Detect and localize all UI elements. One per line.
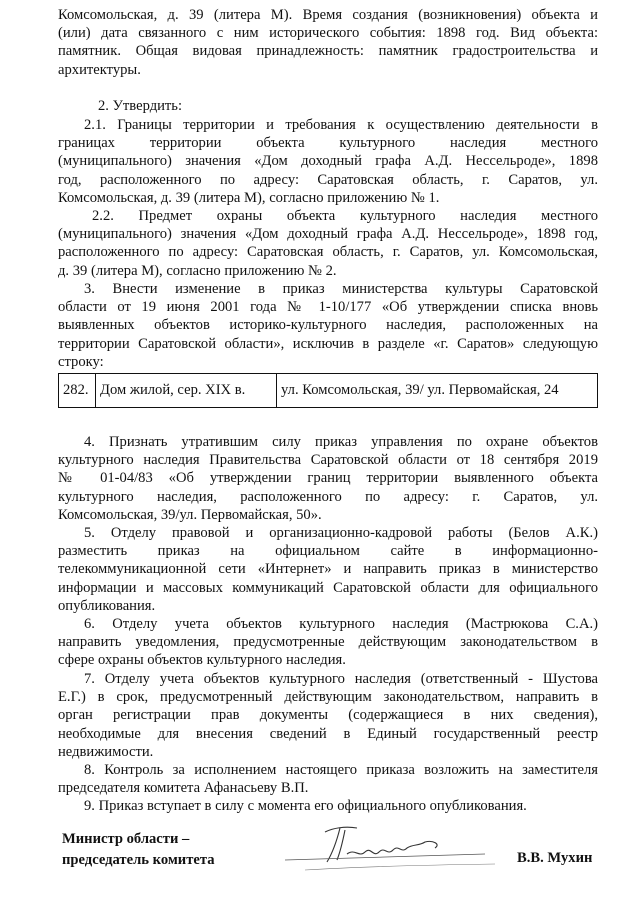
signatory-name: В.В. Мухин [517,850,593,866]
text-line: архитектуры. [58,61,141,78]
text-line: информации и массовых коммуникаций Саратовской области для официального [58,579,598,596]
text-line: недвижимости. [58,743,154,760]
text-line: границах территории объекта культурного наследия местного [58,135,598,152]
text-line: выявленных объектов историко-культурного наследия, расположенных на [58,317,598,334]
paragraph [58,761,598,797]
excluded-entry-table [58,373,598,408]
text-line: 9. Приказ вступает в силу с момента его официального опубликования. [84,798,527,814]
text-line: 2.2. Предмет охраны объекта культурного наследия местного [92,208,598,224]
text-line: области от 19 июня 2001 года № 1-10/177 «Об утверждении списка вновь [58,299,598,316]
text-line: орган регистрации прав документы (содержащиеся в них сведения), [58,707,598,724]
text-line: (муниципального) значения «Дом доходный графа А.Д. Нессельроде», 1898 [58,153,598,170]
text-line: 2. Утвердить: [98,98,183,114]
paragraph [58,615,598,670]
signatory-title [62,829,215,871]
text-line: направить уведомления, предусмотренные действующим законодательством в [58,634,598,651]
text-line: расположенного по адресу: Саратовская область, г. Саратов, ул. Комсомольская, [58,244,598,261]
text-line: культурного наследия Правительства Саратовской области от 18 сентября 2019 [58,452,598,469]
signatory-title-line1: Министр области – [62,831,190,847]
text-line: Комсомольская, д. 39 (литера М), согласно приложению № 1. [58,189,440,206]
signatory-title-line2: председатель комитета [62,852,215,868]
paragraph [58,280,598,371]
text-line: территории Саратовской области», исключив в разделе «г. Саратов» следующую [58,335,598,352]
text-line: культурного наследия, расположенного по адресу: г. Саратов, ул. [58,488,598,505]
text-line: д. 39 (литера М), согласно приложению № 2. [58,262,337,279]
paragraph [58,524,598,615]
text-line: 5. Отделу правовой и организационно-кадровой работы (Белов А.К.) [84,525,598,541]
text-line: телекоммуникационной сети «Интернет» и направить приказ в министерство [58,561,598,578]
text-line: Комсомольская, 39/ул. Первомайская, 50». [58,506,322,523]
text-line: 4. Признать утратившим силу приказ управления по охране объектов [84,434,598,450]
text-line: Комсомольская, д. 39 (литера М). Время создания (возникновения) объекта и [58,7,598,23]
text-line: разместить приказ на официальном сайте в информационно- [58,543,598,560]
text-line: сфере охраны объектов культурного наследия. [58,652,346,669]
handwritten-signature [285,818,500,878]
text-line: опубликования. [58,597,156,614]
paragraph [58,797,598,815]
paragraph [58,207,598,280]
text-line: 8. Контроль за исполнением настоящего приказа возложить на заместителя [84,762,598,778]
entry-address: ул. Комсомольская, 39/ ул. Первомайская, 24 [277,374,598,408]
text-line: строку: [58,353,104,370]
entry-object-name: Дом жилой, сер. XIX в. [96,374,277,408]
paragraph [58,433,598,524]
text-line: председателя комитета Афанасьеву В.П. [58,780,309,797]
text-line: год, расположенного по адресу: Саратовская область, г. Саратов, ул. [58,171,598,188]
text-line: (или) дата связанного с ним исторического события: 1898 год. Вид объекта: [58,25,598,42]
text-line: 6. Отделу учета объектов культурного наследия (Мастрюкова С.А.) [84,616,598,632]
text-line: 7. Отделу учета объектов культурного наследия (ответственный - Шустова [84,671,598,687]
text-line: необходимые для внесения сведений в Единый государственный реестр [58,725,598,742]
text-line: Е.Г.) в срок, предусмотренный действующим законодательством, направить в [58,689,598,706]
entry-number: 282. [59,374,96,408]
text-line: 2.1. Границы территории и требования к осуществлению деятельности в [84,117,598,133]
text-line: 3. Внести изменение в приказ министерства культуры Саратовской [84,281,598,297]
text-line: памятник. Общая видовая принадлежность: памятник градостроительства и [58,43,598,60]
paragraph [58,97,598,115]
paragraph [58,6,598,79]
paragraph [58,670,598,761]
table-row [59,374,598,408]
text-line: (муниципального) значения «Дом доходный графа А.Д. Нессельроде», 1898 год, [58,226,598,243]
text-line: № 01-04/83 «Об утверждении границ территории выявленного объекта [58,470,598,487]
paragraph [58,116,598,207]
